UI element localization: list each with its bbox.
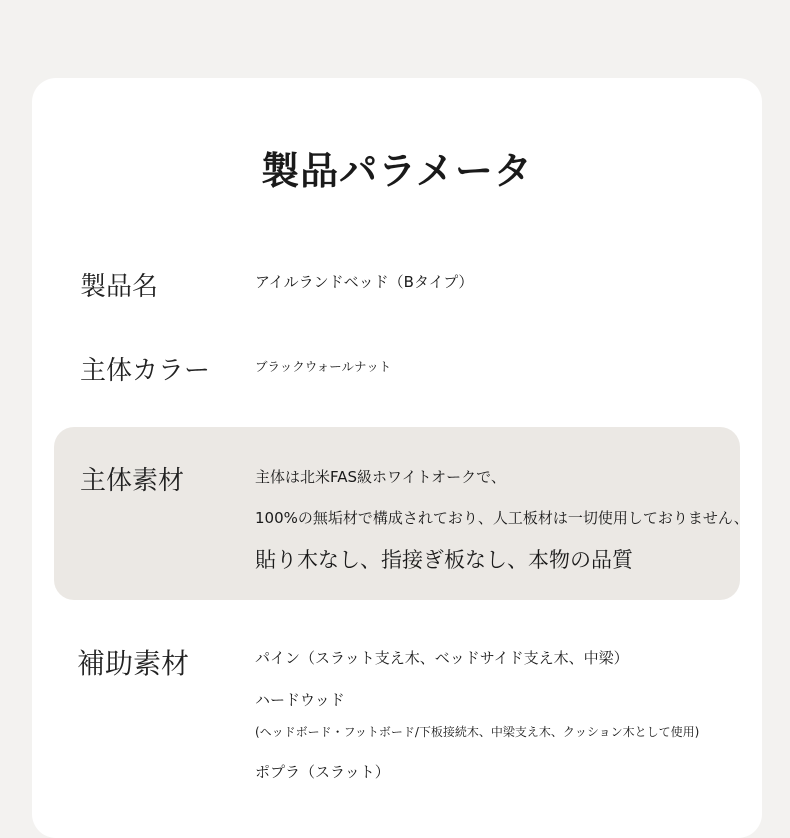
main-material-label: 主体素材 (80, 466, 185, 496)
page-title: 製品パラメータ (261, 149, 533, 193)
aux-material-line-2: ハードウッド (255, 691, 345, 709)
aux-material-line-3: (ヘッドボード・フットボード/下板接続木、中梁支え木、クッション木として使用) (255, 725, 700, 739)
product-name-value: アイルランドベッド（Bタイプ） (255, 273, 474, 291)
aux-material-line-4: ポプラ（スラット） (255, 763, 390, 781)
main-material-line-3: 貼り木なし、指接ぎ板なし、本物の品質 (255, 548, 633, 572)
aux-material-line-1: パイン（スラット支え木、ベッドサイド支え木、中梁） (255, 649, 629, 667)
main-material-line-2: 100%の無垢材で構成されており、人工板材は一切使用しておりません、 (255, 509, 749, 527)
main-color-label: 主体カラー (80, 356, 211, 386)
main-color-value: ブラックウォールナット (255, 359, 392, 374)
main-material-line-1: 主体は北米FAS級ホワイトオークで、 (255, 468, 506, 486)
aux-material-label: 補助素材 (77, 647, 190, 680)
product-name-label: 製品名 (80, 272, 159, 302)
parameter-card (32, 78, 762, 838)
